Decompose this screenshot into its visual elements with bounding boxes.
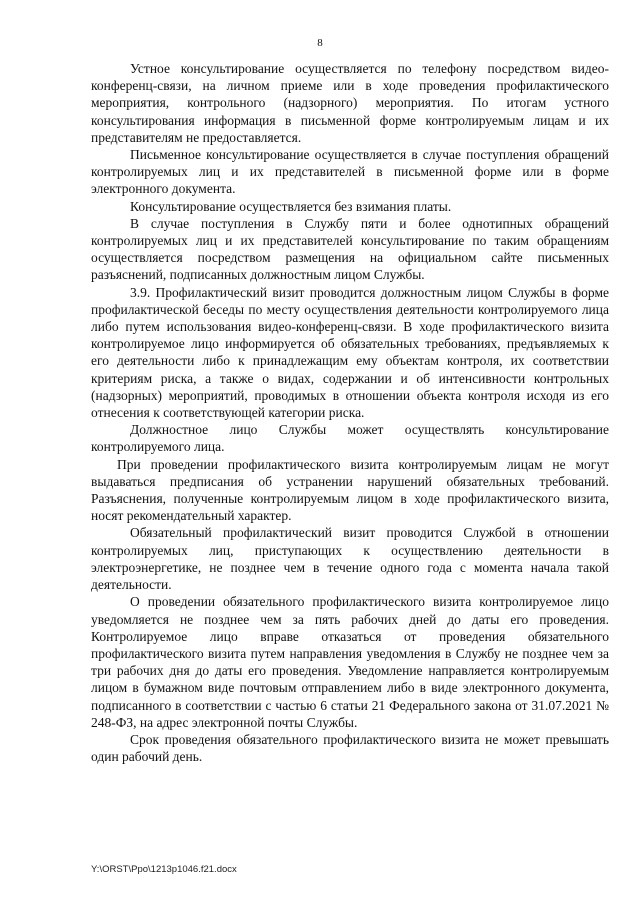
- paragraph-visit-duration: Срок проведения обязательного профилактического визита не может превышать один рабочий день.: [91, 731, 609, 765]
- paragraph-visit-notification: О проведении обязательного профилактического визита контролируемое лицо уведомляется не позднее чем за пять рабочих дней до даты его проведения. Контролируемое лицо вправе отказаться от проведения обязательного профилактического визита путем направления уведомления в Службу не позднее чем за три рабочих дня до даты его проведения. Уведомление направляется контролируемым лицом в бумажном виде почтовым отправлением либо в виде электронного документа, подписанного в соответствии с частью 6 статьи 21 Федерального закона от 31.07.2021 № 248-ФЗ, на адрес электронной почты Службы.: [91, 594, 609, 730]
- paragraph-no-orders: При проведении профилактического визита контролируемым лицам не могут выдаваться предписания об устранении нарушений обязательных требований. Разъяснения, полученные контролируемым лицом в ходе профилактического визита, носят рекомендательный характер.: [91, 456, 609, 524]
- paragraph-mandatory-visit: Обязательный профилактический визит проводится Службой в отношении контролируемых лиц, приступающих к осуществлению деятельности в электроэнергетике, не позднее чем в течение одного года с момента начала такой деятельности.: [91, 525, 609, 593]
- footer-file-path: Y:\ORST\Ppo\1213p1046.f21.docx: [91, 864, 237, 875]
- paragraph-free-of-charge: Консультирование осуществляется без взимания платы.: [130, 198, 452, 214]
- paragraph-similar-requests: В случае поступления в Службу пяти и более однотипных обращений контролируемых лиц и их представителей консультирование по таким обращениям осуществляется посредством размещения на официальном сайте письменных разъяснений, подписанных должностным лицом Службы.: [91, 215, 609, 283]
- paragraph-written-consulting: Письменное консультирование осуществляется в случае поступления обращений контролируемых лиц и их представителей в письменной форме или в форме электронного документа.: [91, 147, 609, 197]
- page-number: 8: [317, 37, 323, 49]
- document-body: [91, 60, 609, 765]
- paragraph-section-3-9: 3.9. Профилактический визит проводится должностным лицом Службы в форме профилактической беседы по месту осуществления деятельности контролируемого лица либо путем использования видео-конференц-связи. В ходе профилактического визита контролируемое лицо информируется об обязательных требованиях, предъявляемых к его деятельности либо к принадлежащим ему объектам контроля, их соответствии критериям риска, а также о видах, содержании и об интенсивности контрольных (надзорных) мероприятий, проводимых в отношении объекта контроля исходя из его отнесения к соответствующей категории риска.: [91, 284, 609, 421]
- paragraph-official-consulting: Должностное лицо Службы может осуществлять консультирование контролируемого лица.: [91, 422, 609, 455]
- paragraph-oral-consulting: Устное консультирование осуществляется по телефону посредством видео-конференц-связи, на личном приеме или в ходе проведения профилактического мероприятия, контрольного (надзорного) мероприятия. По итогам устного консультирования информация в письменной форме контролируемым лицам и их представителям не предоставляется.: [91, 61, 609, 145]
